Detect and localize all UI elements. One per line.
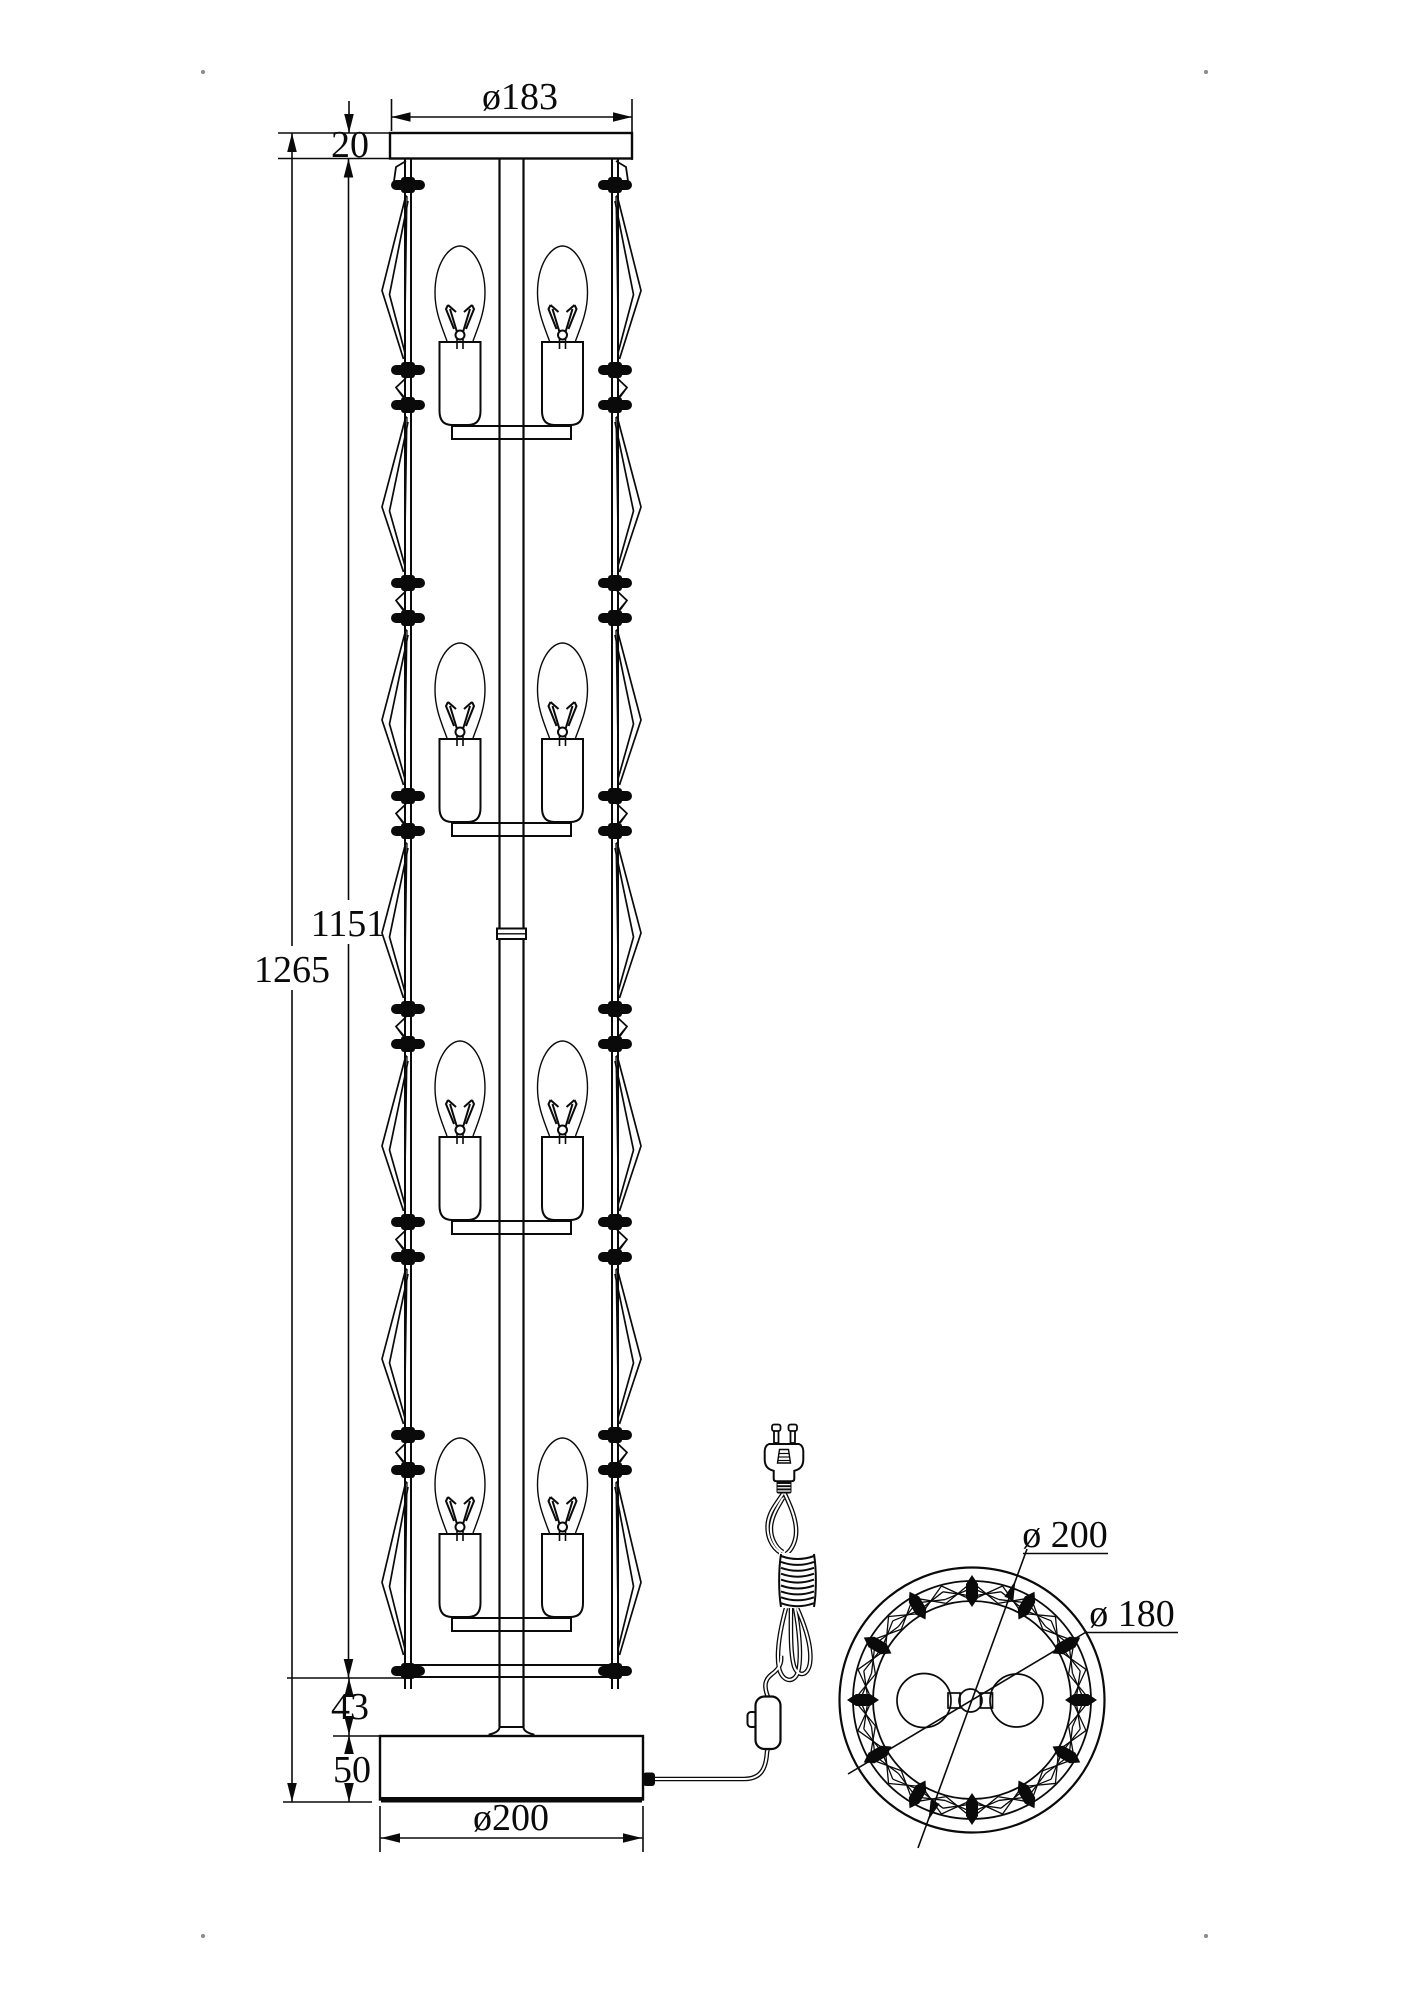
bottom-ring-bar <box>403 1665 618 1677</box>
corner-marks <box>201 70 1208 1938</box>
front-view-lamp-body <box>380 133 655 1803</box>
bulb-circle-right <box>990 1674 1043 1727</box>
pole-foot-flare <box>490 1727 534 1736</box>
cord-exit-nub <box>643 1773 655 1787</box>
left-crystal-rail-decor <box>382 177 425 1679</box>
switch-body <box>756 1697 781 1750</box>
dim-label-total-height: 1265 <box>254 949 330 991</box>
dim-label-base-diameter: ø200 <box>473 1797 549 1839</box>
dim-label-plate-thickness: 20 <box>331 124 369 166</box>
bulb-circle-left <box>897 1674 951 1728</box>
power-cord <box>655 1492 810 1779</box>
dim-label-stem-height: 43 <box>331 1686 369 1728</box>
inline-switch <box>748 1697 781 1750</box>
dim-label-shade-height: 1151 <box>310 903 386 945</box>
top-plate <box>390 133 632 159</box>
dim-label-topview-ring: ø 180 <box>1089 1593 1175 1635</box>
right-crystal-rail-decor <box>598 177 641 1679</box>
plug-prong-tip <box>772 1425 781 1432</box>
cord-coil <box>779 1553 816 1608</box>
dim-label-topview-outer: ø 200 <box>1022 1514 1108 1556</box>
plug-prong-tip <box>789 1425 798 1432</box>
power-plug <box>765 1425 804 1494</box>
dim-label-base-height: 50 <box>333 1749 371 1791</box>
base <box>380 1736 643 1800</box>
dim-label-top-diameter: ø183 <box>482 76 558 118</box>
